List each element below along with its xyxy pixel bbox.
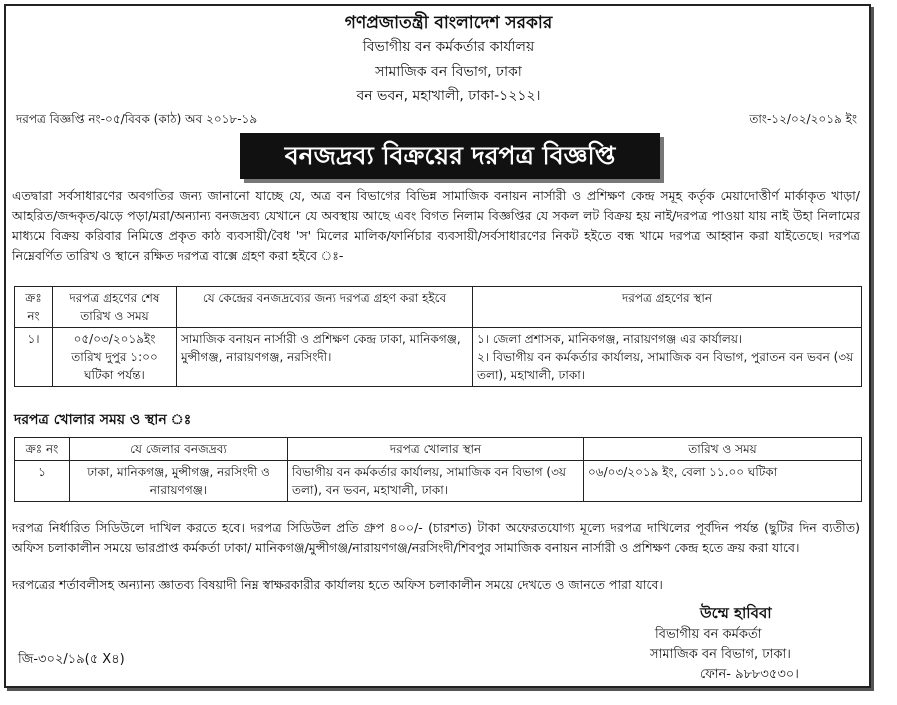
col-serial: ক্রঃ নং bbox=[15, 287, 53, 328]
govt-title: গণপ্রজাতন্ত্রী বাংলাদেশ সরকার bbox=[344, 13, 553, 33]
intro-paragraph: এতদ্বারা সর্বসাধারণের অবগতির জন্য জানানো যাচ্ছে যে, অত্র বন বিভাগের বিভিন্ন সামাজিক বনায়ন নার্সারী ও প্রশিক্ষণ কেন্দ্র সমূহ কর্তৃক মেয়াদোত্তীর্ণ মার্কাকৃত খাড়া/আহরিত/জব্দকৃত/ঝড়ে পড়া/মরা/অন্যান্য বনজদ্রব্য যেখানে যে অবস্থায় আছে এবং বিগত নিলাম বিজ্ঞপ্তির যে সকল লট বিক্রয় হয় নাই/দরপত্র পাওয়া যায় নাই উহা নিলামের মাধ্যমে বিক্রয় করিবার নিমিত্তে প্রকৃত কাঠ ব্যবসায়ী/বৈধ 'স' মিলের মালিক/ফার্নিচার ব্যবসায়ী/সর্বসাধারণের নিকট হইতে বন্ধ খামে দরপত্র আহ্বান করা যাইতেছে। দরপত্র নিম্নেবর্ণিত তারিখ ও স্থানে রক্ষিত দরপত্র বাক্সে গ্রহণ করা হইবে ঃ- bbox=[12, 188, 860, 263]
opening-place-cell: বিভাগীয় বন কর্মকর্তার কার্যালয়, সামাজিক বন বিভাগ (৩য় তলা), বন ভবন, মহাখালী, ঢাকা। bbox=[288, 461, 584, 502]
datetime-cell: ০৬/০৩/২০১৯ ইং, বেলা ১১.০০ ঘটিকা bbox=[584, 461, 862, 502]
receiving-place-cell bbox=[473, 328, 862, 387]
terms-paragraph: দরপত্রের শর্তাবলীসহ অন্যান্য জ্ঞাতব্য বিষয়াদী নিম্ন স্বাক্ষরকারীর কার্যালয় হতে অফিস চলাকালীন সময়ে দেখতে ও জানতে পারা যাবে। bbox=[12, 577, 663, 592]
col-centres: যে কেন্দ্রের বনজদ্রব্যের জন্য দরপত্র গ্রহণ করা হইবে bbox=[177, 287, 473, 328]
signatory-designation: বিভাগীয় বন কর্মকর্তা bbox=[655, 627, 762, 642]
opening-section-heading: দরপত্র খোলার সময় ও স্থান ঃ bbox=[14, 412, 192, 428]
serial-cell: ১ bbox=[15, 461, 70, 502]
memo-number: দরপত্র বিজ্ঞপ্তি নং-০৫/বিবক (কাঠ) অব ২০১৮-১৯ bbox=[16, 112, 258, 126]
receiving-place-1: ১। জেলা প্রশাসক, মানিকগঞ্জ, নারায়ণগঞ্জ এর কার্যালয়। bbox=[477, 332, 743, 346]
deadline-cell: ০৫/০৩/২০১৯ইং তারিখ দুপুর ১:০০ ঘটিকা পর্যন্ত। bbox=[53, 328, 177, 387]
col-receiving-place: দরপত্র গ্রহণের স্থান bbox=[473, 287, 862, 328]
table-header-row bbox=[15, 287, 862, 328]
tender-opening-table bbox=[14, 437, 862, 502]
table-row bbox=[15, 461, 862, 502]
office-address: বন ভবন, মহাখালী, ঢাকা-১২১২। bbox=[356, 88, 541, 104]
notice-date: তাং-১২/০২/২০১৯ ইং bbox=[749, 112, 857, 126]
signatory-office: সামাজিক বন বিভাগ, ঢাকা। bbox=[650, 647, 791, 662]
division-name: সামাজিক বন বিভাগ, ঢাকা bbox=[375, 64, 522, 80]
gd-reference: জি-৩০২/১৯(৫ X৪) bbox=[18, 652, 125, 667]
centres-cell: সামাজিক বনায়ন নার্সারী ও প্রশিক্ষণ কেন্দ্র ঢাকা, মানিকগঞ্জ, মুন্সীগঞ্জ, নারায়ণগঞ্জ, নরসিংদী। bbox=[177, 328, 473, 387]
tender-receiving-table bbox=[14, 286, 862, 387]
schedule-paragraph: দরপত্র নির্ধারিত সিডিউলে দাখিল করতে হবে। দরপত্র সিডিউল প্রতি গ্রুপ ৪০০/- (চারশত) টাকা অফেরতযোগ্য মূল্যে দরপত্র দাখিলের পূর্বদিন পর্যন্ত (ছুটির দিন ব্যতীত) অফিস চলাকালীন সময়ে ভারপ্রাপ্ত কর্মকর্তা ঢাকা/ মানিকগঞ্জ/মুন্সীগঞ্জ/নারায়ণগঞ্জ/নরসিংদী/শিবপুর সামাজিক বনায়ন নার্সারী ও প্রশিক্ষণ কেন্দ্র হতে ক্রয় করা যাবে। bbox=[12, 520, 860, 555]
col-serial: ক্রঃ নং bbox=[15, 438, 70, 461]
col-opening-place: দরপত্র খোলার স্থান bbox=[288, 438, 584, 461]
table-row bbox=[15, 328, 862, 387]
signatory-name: উম্মে হাবিবা bbox=[700, 604, 772, 622]
table-header-row bbox=[15, 438, 862, 461]
serial-cell: ১। bbox=[15, 328, 53, 387]
col-deadline: দরপত্র গ্রহণের শেষ তারিখ ও সময় bbox=[53, 287, 177, 328]
districts-cell: ঢাকা, মানিকগঞ্জ, মুন্সীগঞ্জ, নরসিংদী ও নারায়ণগঞ্জ। bbox=[70, 461, 288, 502]
col-datetime: তারিখ ও সময় bbox=[584, 438, 862, 461]
col-district: যে জেলার বনজদ্রব্য bbox=[70, 438, 288, 461]
signatory-phone: ফোন- ৯৮৮৩৫৩০। bbox=[700, 667, 799, 682]
receiving-place-2: ২। বিভাগীয় বন কর্মকর্তার কার্যালয়, সামাজিক বন বিভাগ, পুরাতন বন ভবন (৩য় তলা), মহাখালী, ঢাকা। bbox=[477, 350, 854, 382]
office-name: বিভাগীয় বন কর্মকর্তার কার্যালয় bbox=[362, 39, 535, 55]
notice-title-banner: বনজদ্রব্য বিক্রয়ের দরপত্র বিজ্ঞপ্তি bbox=[240, 133, 660, 179]
